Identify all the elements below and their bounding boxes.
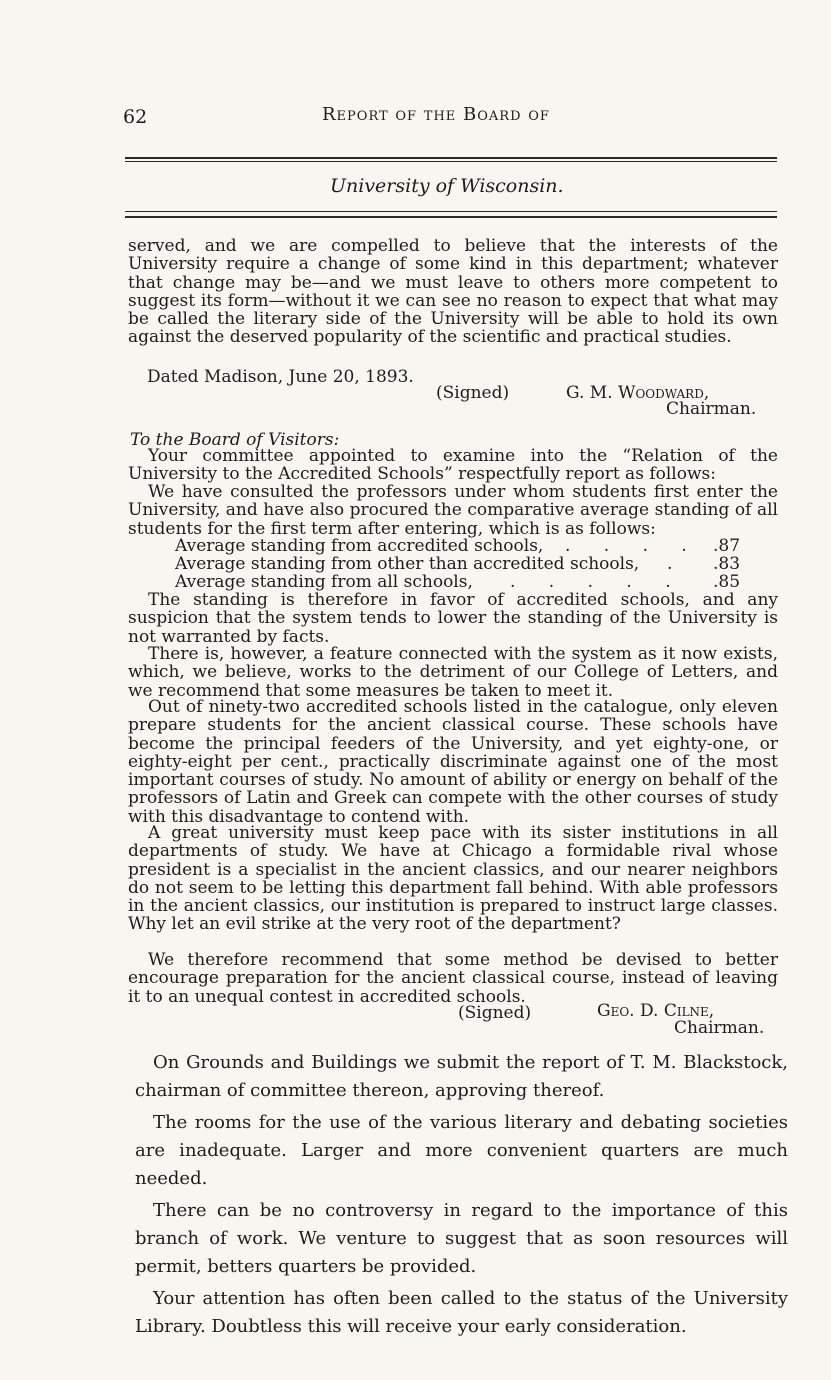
running-title: Report of the Board of	[322, 104, 550, 125]
top-rule-thin	[125, 161, 777, 162]
leader-dots: . . . .	[565, 536, 701, 556]
signer-title: Chairman.	[674, 1018, 765, 1038]
average-value: .87	[713, 536, 741, 556]
bottom-rule-thin	[125, 211, 777, 212]
signer-name: G. M. Woodward,	[566, 383, 710, 403]
average-value: .83	[713, 554, 741, 574]
standing-paragraph: The standing is therefore in favor of accredited schools, and any suspicion that the system tends to lower the standing of the University is not warranted by facts.	[128, 590, 778, 647]
signed-label: (Signed)	[458, 1003, 532, 1023]
committee-intro: Your committee appointed to examine into the “Relation of the University to the Accredited Schools” respectfully report as follows:	[128, 446, 778, 485]
consulted-paragraph: We have consulted the professors under whom students first enter the University, and have also procured the comparative average standing of all students for the first term after entering, which is as follows:	[128, 482, 778, 539]
signed-label: (Signed)	[436, 383, 510, 403]
leader-dots: .	[667, 554, 687, 574]
accredited-schools-paragraph: Out of ninety-two accredited schools listed in the catalogue, only eleven prepare students for the ancient classical course. These schools have become the principal feeders of the University, and yet eighty-one, or eighty-eight per cent., practically discriminate against one of the most important courses of study. No amount of ability or energy on behalf of the professors of Latin and Greek can compete with the other courses of study with this disadvantage to contend with.	[128, 697, 778, 827]
dated-line: Dated Madison, June 20, 1893.	[147, 367, 414, 387]
average-value: .85	[713, 572, 741, 592]
signer-title: Chairman.	[666, 399, 757, 419]
visitors-report-paragraph: served, and we are compelled to believe that the interests of the University require a change of some kind in this department; whatever that change may be—and we must leave to others more competent to suggest its form—without it we can see no reason to expect that what may be called the literary side of the University will be able to hold its own against the deserved popularity of the scientific and practical studies.	[128, 236, 778, 348]
average-label: Average standing from accredited schools,	[175, 536, 544, 556]
page-number: 62	[123, 106, 148, 128]
header-subtitle: University of Wisconsin.	[330, 175, 564, 197]
rooms-paragraph: The rooms for the use of the various literary and debating societies are inadequate. Larger and more convenient quarters are much needed.	[135, 1112, 788, 1189]
salutation: To the Board of Visitors:	[130, 430, 340, 450]
top-rule	[125, 157, 777, 159]
grounds-paragraph: On Grounds and Buildings we submit the report of T. M. Blackstock, chairman of committee thereon, approving thereof.	[135, 1052, 788, 1101]
recommend-paragraph: We therefore recommend that some method be devised to better encourage preparation for the ancient classical course, instead of leaving it to an unequal contest in accredited schools.	[128, 950, 778, 1007]
bottom-rule	[125, 216, 777, 218]
feature-paragraph: There is, however, a feature connected with the system as it now exists, which, we believe, works to the detriment of our College of Letters, and we recommend that some measures be taken to meet it.	[128, 644, 778, 701]
average-label: Average standing from other than accredited schools,	[175, 554, 640, 574]
great-university-paragraph: A great university must keep pace with its sister institutions in all departments of study. We have at Chicago a formidable rival whose president is a specialist in the ancient classics, and our nearer neighbors do not seem to be letting this department fall behind. With able professors in the ancient classics, our institution is prepared to instruct large classes. Why let an evil strike at the very root of the department?	[128, 823, 778, 935]
grounds-section	[135, 1049, 788, 1345]
average-label: Average standing from all schools,	[175, 572, 473, 592]
library-paragraph: Your attention has often been called to the status of the University Library. Doubtless this will receive your early consideration.	[135, 1288, 788, 1337]
leader-dots: . . . . .	[510, 572, 685, 592]
controversy-paragraph: There can be no controversy in regard to the importance of this branch of work. We venture to suggest that as soon resources will permit, betters quarters be provided.	[135, 1200, 788, 1277]
signer-name: Geo. D. Cilne,	[597, 1001, 715, 1021]
